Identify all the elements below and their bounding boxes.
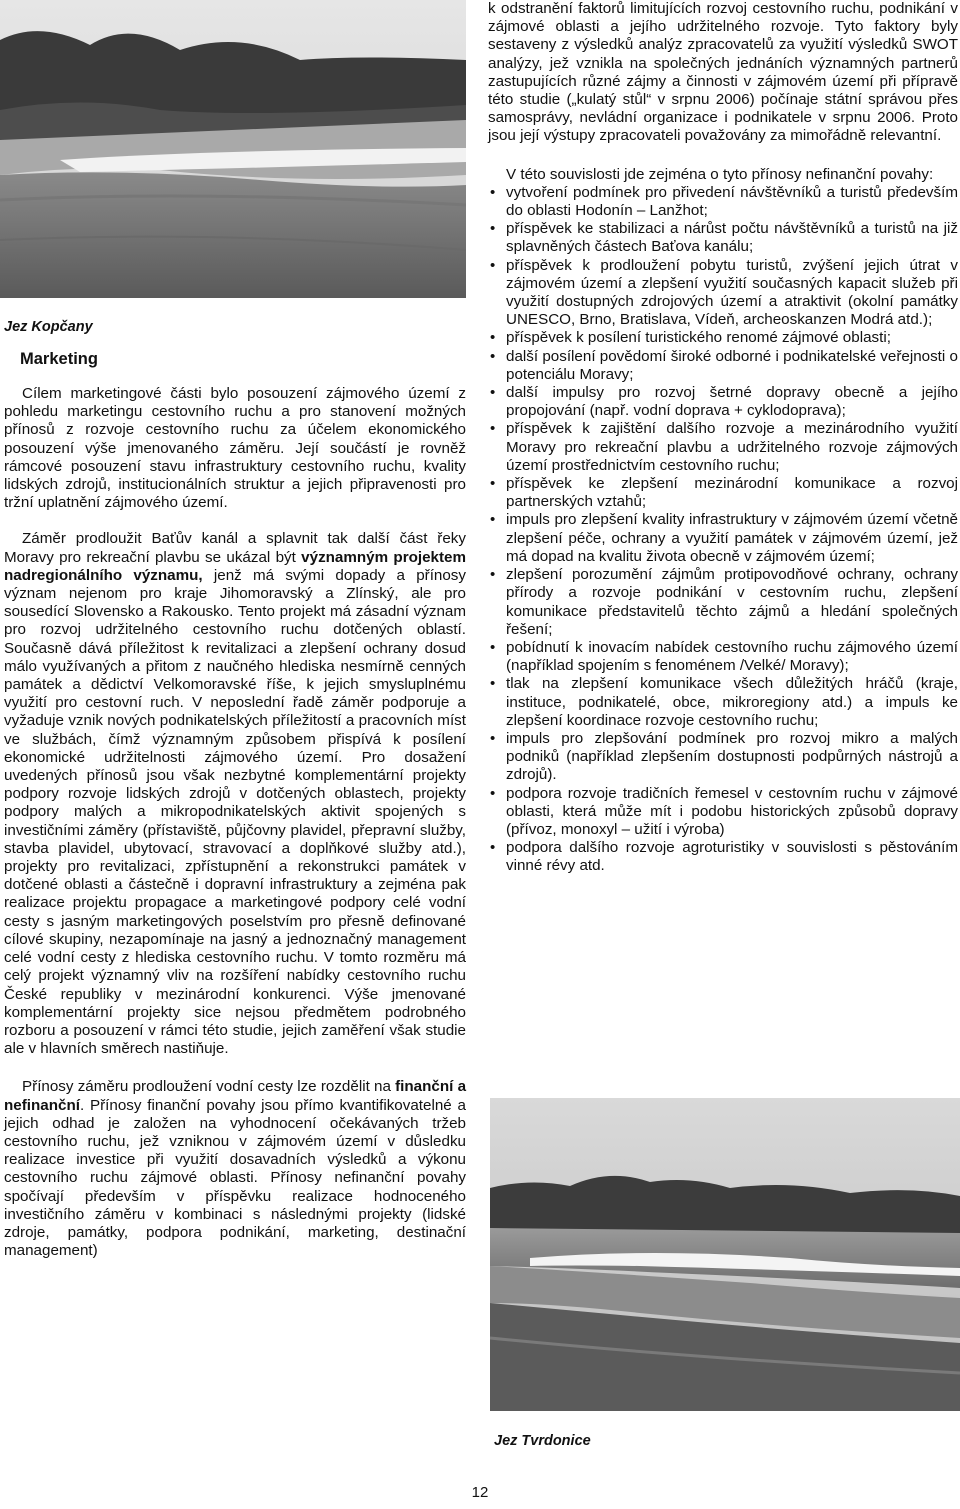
text-run: . Přínosy finanční povahy jsou přímo kvantifikovatelné a jejich odhad je založen na vyhodnocení očekávaných tržeb cestovního ruchu, jež vzniknou v zájmovém území v důsledku realizace investice při využití dosavadních výsledků a výkonu cestovního ruchu zájmové oblasti. Přínosy nefinanční povahy spočívají především v příspěvku realizace hodnoceného investičního záměru v kombinaci s následnými projekty (lidské zdroje, památky, podpora podnikání, marketing, destinační management) bbox=[4, 1096, 466, 1260]
nonfinancial-benefits-list bbox=[488, 184, 958, 876]
list-item: • impuls pro zlepšení kvality infrastruktury v zájmovém území včetně zlepšení péče, ochrany a využití památek v zájmovém území, jež má dopad na kvalitu života obecně v zájmovém území; bbox=[488, 511, 958, 566]
list-item: • tlak na zlepšení komunikace všech důležitých hráčů (kraje, instituce, podnikatelé, obce, mikroregiony atd.) a impuls ke zlepšení koordinace rozvoje cestovního ruchu; bbox=[488, 675, 958, 730]
section-heading-marketing: Marketing bbox=[20, 350, 98, 368]
list-item: • příspěvek k posílení turistického renomé zájmové oblasti; bbox=[488, 329, 958, 347]
text-run: jenž má svými dopady a přínosy význam nejenom pro kraje Jihomoravský a Zlínský, ale pro sousedící Slovensko a Rakousko. Tento projekt má zásadní význam pro rozvoj udržitelného cestovního ruchu dotčených oblastí. Současně dává příležitost k revitalizaci a zlepšení ochrany dosud málo využívaných a přitom z naučného hlediska nesmírně cenných památek a dědictví Velkomoravské říše, k jejich smysluplnému využití pro cestovní ruch. V neposlední řadě záměr podporuje a vyžaduje vznik nových podnikatelských příležitostí a pracovních míst ve službách, čímž významným způsobem přispívá k posílení ekonomické udržitelnosti zájmového území. Pro dosažení uvedených přínosů jsou však nezbytné komplementární projekty podpory rozvoje lidských zdrojů v dotčených oblastech, projekty podpory malých a mikropodnikatelských aktivit spojených s investičními záměry (přístaviště, půjčovny plavidel, přepravní služby, stavba plavidel, ubytovací, stravovací a doplňkové služby atd.), projekty pro revitalizaci, zpřístupnění a rekonstrukci památek v dotčené oblasti a částečně i dopravní infrastruktury a zejména pak realizace projektu propagace a marketingové podpory celé vodní cesty s jasným marketingových poselstvím pro přesně definované cílové skupiny, nezapomínaje na jasný a jednoznačný management celé vodní cesty z hlediska cestovního ruchu. V tomto rozměru má celý projekt významný vliv na rozšíření nabídky cestovního ruchu České republiky v mezinárodní konkurenci. Výše jmenované komplementární projekty sice nejsou předmětem podrobného rozboru a posouzení v rámci této studie, jejich zaměření však studie ale v hlavních směrech nastiňuje. bbox=[4, 566, 466, 1058]
text-run: Přínosy záměru prodloužení vodní cesty lze rozdělit na bbox=[22, 1078, 396, 1096]
list-item: • vytvoření podmínek pro přivedení návštěvníků a turistů především do oblasti Hodonín – Lanžhot; bbox=[488, 184, 958, 220]
list-item: • zlepšení porozumění zájmům protipovodňové ochrany, ochrany přírody a rozvoje podnikání v cestovním ruchu, zlepšení komunikace představitelů těchto zájmů a hledání společných řešení; bbox=[488, 566, 958, 639]
list-item: • další impulsy pro rozvoj šetrné dopravy obecně a jejího propojování (např. vodní doprava + cyklodoprava); bbox=[488, 384, 958, 420]
photo-caption-kopcany: Jez Kopčany bbox=[4, 319, 93, 335]
photo-jez-kopcany bbox=[0, 0, 466, 298]
page-number: 12 bbox=[471, 1484, 489, 1501]
photo-caption-tvrdonice: Jez Tvrdonice bbox=[494, 1433, 591, 1449]
text-run: Záměr prodloužit Baťův kanál a splavnit tak další část řeky Moravy pro rekreační plavbu se ukázal být bbox=[4, 530, 466, 566]
list-item: • příspěvek k zajištění dalšího rozvoje a mezinárodního využití Moravy pro rekreační plavbu a udržitelného rozvoje zájmových území prostřednictvím cestovního ruchu; bbox=[488, 420, 958, 475]
list-item: • další posílení povědomí široké odborné i podnikatelské veřejnosti o potenciálu Moravy; bbox=[488, 348, 958, 384]
bold-run: finanční a nefinanční bbox=[4, 1078, 467, 1114]
list-item: • příspěvek ke zlepšení mezinárodní komunikace a rozvoj partnerských vztahů; bbox=[488, 475, 958, 511]
photo-jez-tvrdonice bbox=[490, 1098, 960, 1411]
paragraph-nonfinancial-intro: V této souvislosti jde zejména o tyto přínosy nefinanční povahy: bbox=[506, 165, 934, 183]
list-item: • impuls pro zlepšování podmínek pro rozvoj mikro a malých podniků (například zlepšením dostupnosti podpůrných nástrojů a zdrojů). bbox=[488, 730, 958, 785]
list-item: • příspěvek k prodloužení pobytu turistů, zvýšení jejich útrat v zájmovém území a zlepšení využití současných kapacit služeb při využití dostupných zdrojových území a atraktivit (okolní památky UNESCO, Brno, Bratislava, Vídeň, archeoskanzen Modrá atd.); bbox=[488, 257, 958, 330]
paragraph-benefits bbox=[4, 1078, 466, 1260]
list-item: • pobídnutí k inovacím nabídek cestovního ruchu zájmového území (například spojením s fenoménem /Velké/ Moravy); bbox=[488, 639, 958, 675]
right-column bbox=[488, 0, 958, 876]
list-item: • příspěvek ke stabilizaci a nárůst počtu návštěvníků a turistů na již splavněných částech Baťova kanálu; bbox=[488, 220, 958, 256]
paragraph-continued: k odstranění faktorů limitujících rozvoj cestovního ruchu, podnikání v zájmové oblasti a jejího udržitelného rozvoje. Tyto faktory byly sestaveny z výsledků analýz zpracovatelů za využití výsledků SWOT analýzy, jež vznikla na společných jednáních významných partnerů zastupujících různé zájmy a činnosti v zájmovém území při přípravě této studie („kulatý stůl“ v srpnu 2006) počínaje státní správou přes samosprávy, nevládní organizace i podnikatele v srpnu 2006. Proto jsou její výstupy zpracovateli považovány za mimořádně relevantní. bbox=[488, 0, 958, 145]
bold-run: významným projektem nadregionálního významu, bbox=[4, 548, 467, 584]
list-item: • podpora dalšího rozvoje agroturistiky v souvislosti s pěstováním vinné révy atd. bbox=[488, 839, 958, 875]
paragraph-project-significance bbox=[4, 530, 466, 1058]
paragraph-marketing-goal: Cílem marketingové části bylo posouzení zájmového území z pohledu marketingu cestovního ruchu a pro stanovení možných přínosů z rozvoje cestovního ruchu za účelem ekonomického posouzení výše jmenovaného záměru. Její součástí je rovněž rámcové posouzení stavu infrastruktury cestovního ruchu, kvality lidských zdrojů, institucionálních struktur a jejich připravenosti pro tržní uplatnění zájmového území. bbox=[4, 385, 466, 512]
list-item: • podpora rozvoje tradičních řemesel v cestovním ruchu v zájmové oblasti, která může mít i podobu historických způsobů dopravy (přívoz, monoxyl – užití i výroba) bbox=[488, 785, 958, 840]
left-column bbox=[4, 385, 466, 1260]
